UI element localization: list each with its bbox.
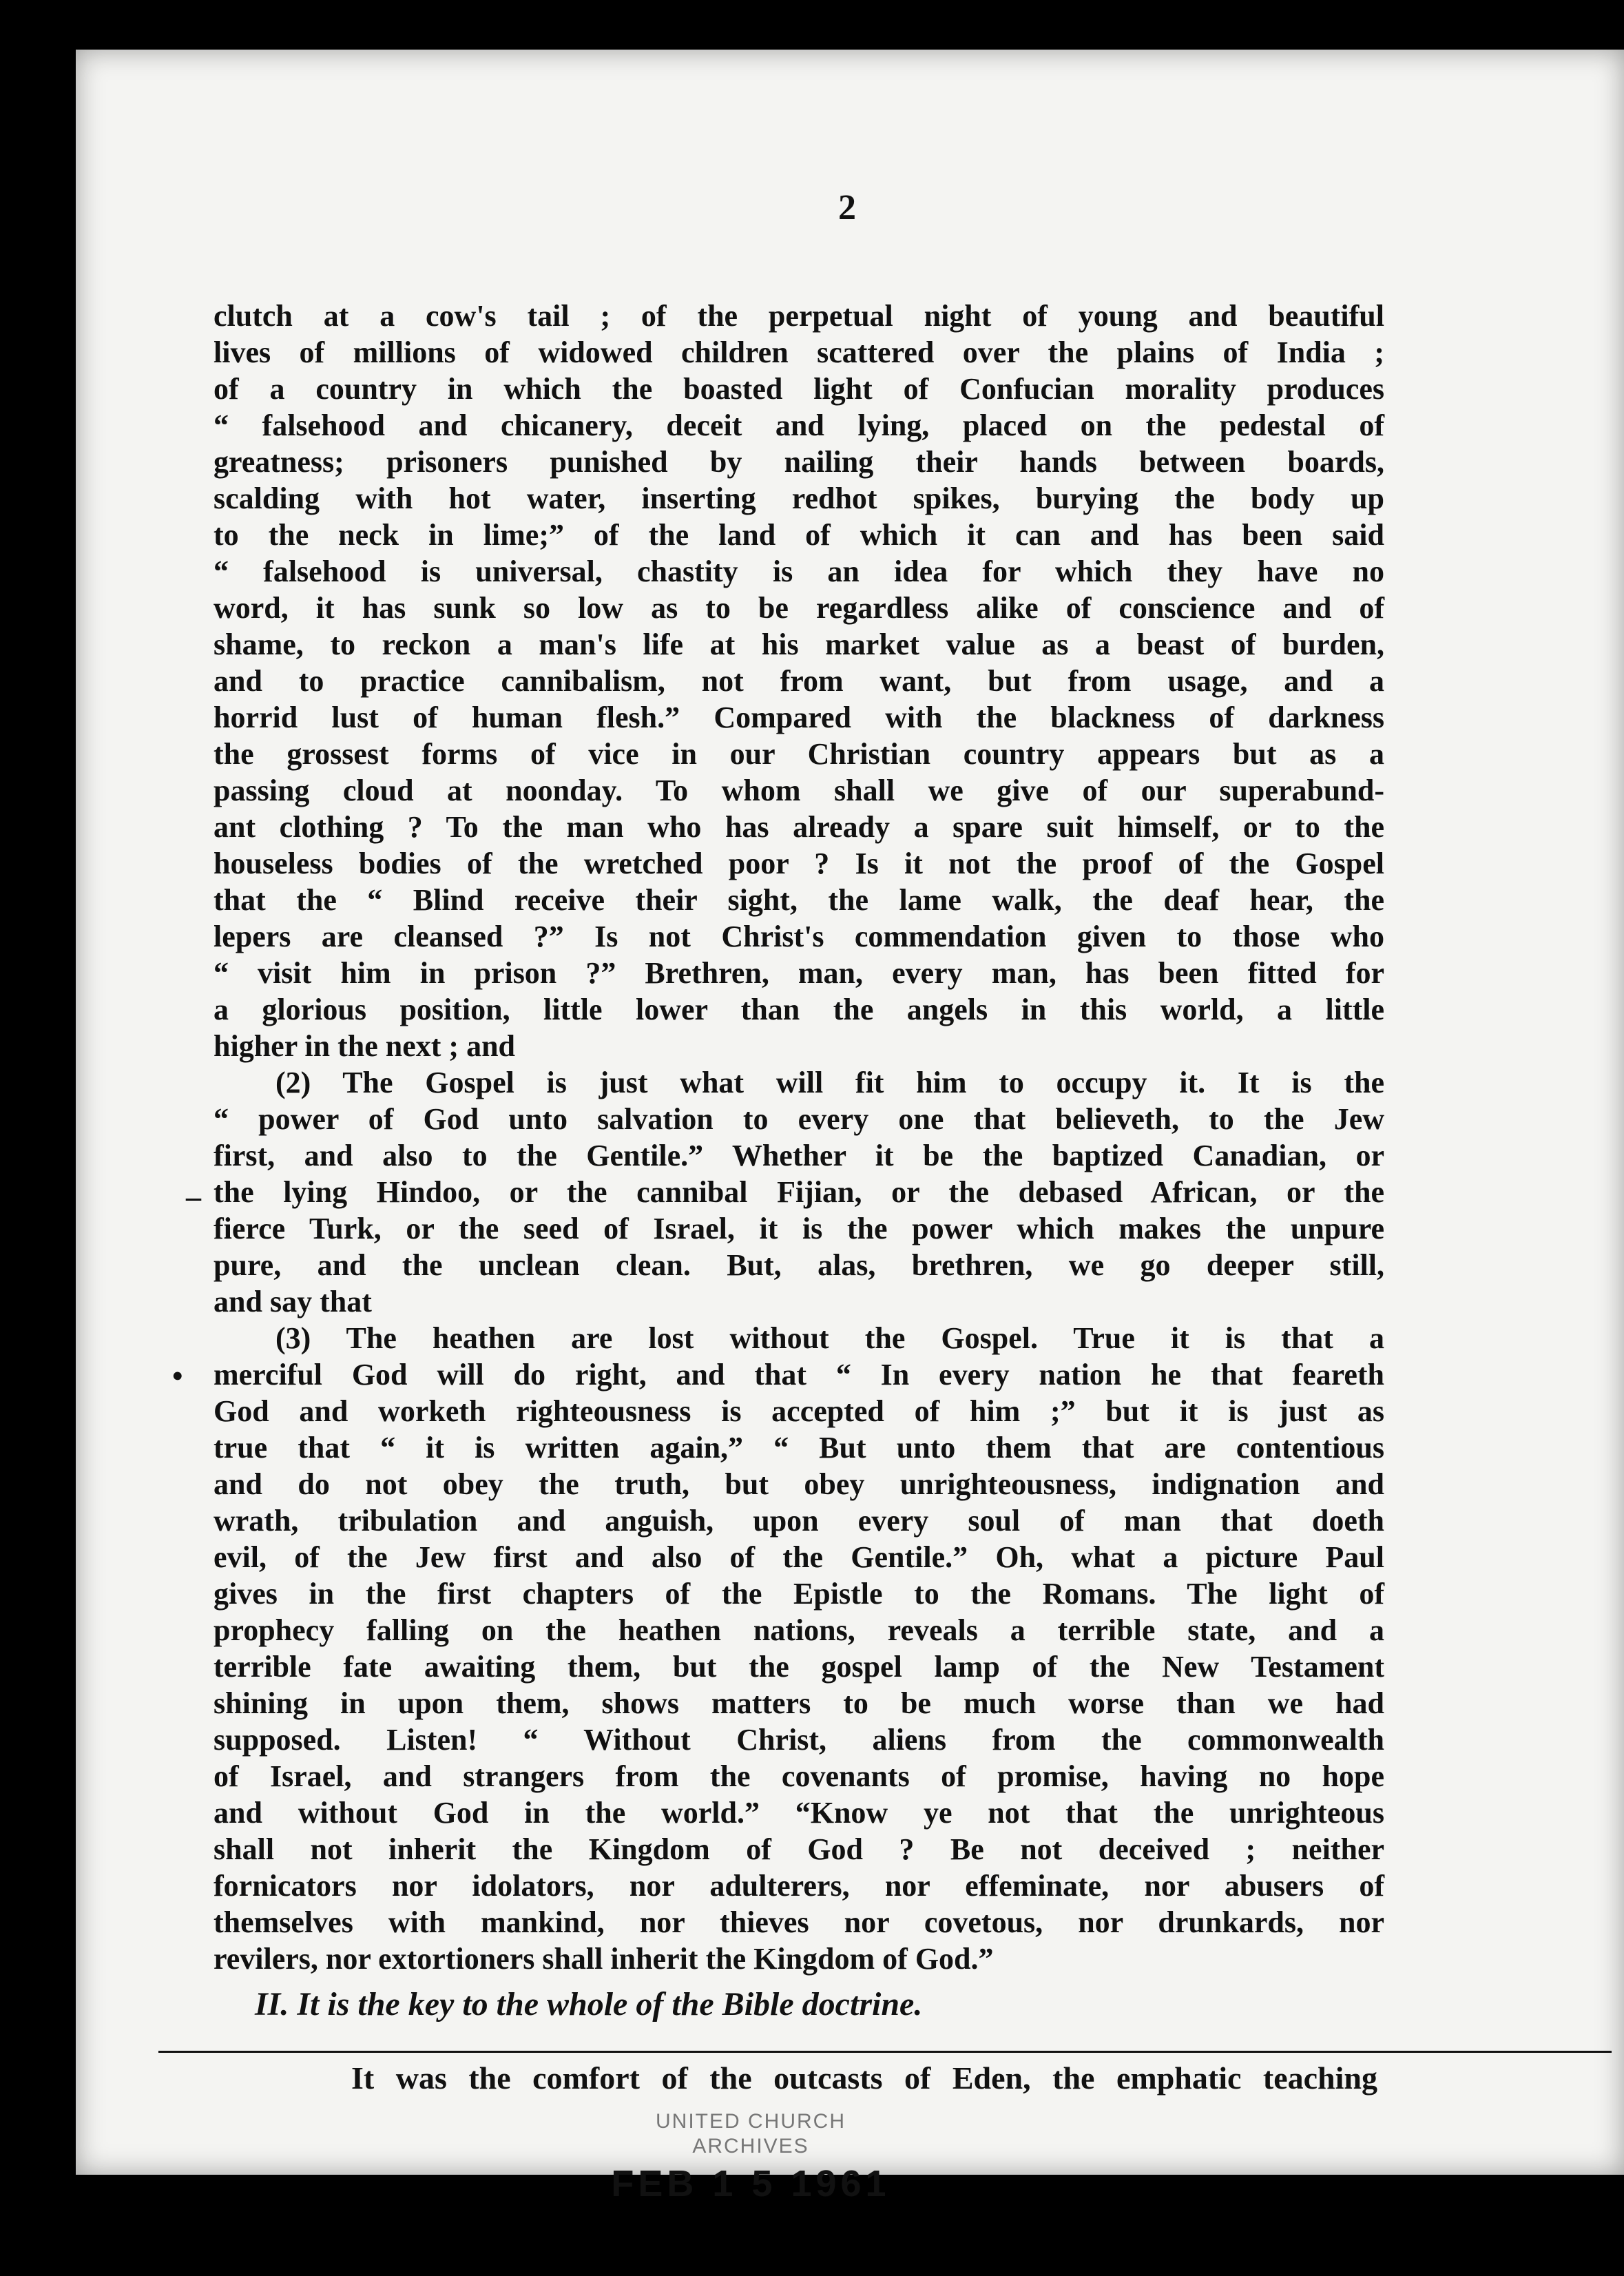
text-line: and to practice cannibalism, not from want, but from usage, and a <box>214 664 1384 698</box>
text-line: the grossest forms of vice in our Christian country appears but as a <box>214 737 1384 771</box>
text-line: to the neck in lime;” of the land of which it can and has been said <box>214 518 1384 552</box>
stamp-date: FEB 1 5 1961 <box>611 2163 891 2204</box>
text-line: of Israel, and strangers from the covenants of promise, having no hope <box>214 1759 1384 1793</box>
text-line: horrid lust of human flesh.” Compared with the blackness of darkness <box>214 701 1384 734</box>
text-line: and without God in the world.” “Know ye not that the unrighteous <box>214 1796 1384 1830</box>
text-line: and say that <box>214 1285 372 1318</box>
text-line: (3) The heathen are lost without the Gospel. True it is that a <box>275 1321 1384 1355</box>
margin-ink-mark: • <box>163 1359 193 1393</box>
text-line: wrath, tribulation and anguish, upon every soul of man that doeth <box>214 1504 1384 1538</box>
text-line: that the “ Blind receive their sight, the lame walk, the deaf hear, the <box>214 883 1384 917</box>
body-text <box>214 298 1384 2029</box>
text-line: themselves with mankind, nor thieves nor covetous, nor drunkards, nor <box>214 1905 1384 1939</box>
stamp-line-2: ARCHIVES <box>692 2135 809 2158</box>
text-line: word, it has sunk so low as to be regardless alike of conscience and of <box>214 591 1384 625</box>
text-line: terrible fate awaiting them, but the gospel lamp of the New Testament <box>214 1650 1384 1684</box>
stamp-line-1: UNITED CHURCH <box>656 2110 846 2133</box>
text-line: (2) The Gospel is just what will fit him to occupy it. It is the <box>275 1066 1384 1099</box>
text-line: shining in upon them, shows matters to be much worse than we had <box>214 1686 1384 1720</box>
text-line: prophecy falling on the heathen nations, reveals a terrible state, and a <box>214 1613 1384 1647</box>
text-line: true that “ it is written again,” “ But unto them that are contentious <box>214 1431 1384 1465</box>
archive-stamp <box>558 2109 944 2206</box>
text-line: evil, of the Jew first and also of the Gentile.” Oh, what a picture Paul <box>214 1540 1384 1574</box>
text-line: revilers, nor extortioners shall inherit the Kingdom of God.” <box>214 1942 994 1976</box>
text-line: the lying Hindoo, or the cannibal Fijian, or the debased African, or the <box>214 1175 1384 1209</box>
text-line: scalding with hot water, inserting redhot spikes, burying the body up <box>214 482 1384 515</box>
document-page <box>76 50 1624 2204</box>
text-line: lives of millions of widowed children scattered over the plains of India ; <box>214 335 1384 369</box>
text-line: “ visit him in prison ?” Brethren, man, every man, has been fitted for <box>214 956 1384 990</box>
section-heading: II. It is the key to the whole of the Bible doctrine. <box>255 1986 923 2022</box>
margin-dash-mark: – <box>186 1180 201 1214</box>
text-line: of a country in which the boasted light of Confucian morality produces <box>214 372 1384 406</box>
text-line: “ falsehood is universal, chastity is an idea for which they have no <box>214 555 1384 588</box>
text-line: merciful God will do right, and that “ In every nation he that feareth <box>214 1358 1384 1392</box>
text-line: supposed. Listen! “ Without Christ, aliens from the commonwealth <box>214 1723 1384 1757</box>
text-line: higher in the next ; and <box>214 1029 516 1063</box>
text-line: lepers are cleansed ?” Is not Christ's commendation given to those who <box>214 920 1384 953</box>
text-line: shall not inherit the Kingdom of God ? Be not deceived ; neither <box>214 1832 1384 1866</box>
final-text-line: It was the comfort of the outcasts of Eden, the emphatic teaching <box>351 2060 1377 2096</box>
text-line: clutch at a cow's tail ; of the perpetual night of young and beautiful <box>214 299 1384 333</box>
text-line: houseless bodies of the wretched poor ? Is it not the proof of the Gospel <box>214 847 1384 880</box>
text-line: “ falsehood and chicanery, deceit and lying, placed on the pedestal of <box>214 408 1384 442</box>
text-line: greatness; prisoners punished by nailing their hands between boards, <box>214 445 1384 479</box>
text-line: ant clothing ? To the man who has already a spare suit himself, or to the <box>214 810 1384 844</box>
horizontal-rule <box>158 2051 1612 2053</box>
text-line: gives in the first chapters of the Epistle to the Romans. The light of <box>214 1577 1384 1611</box>
text-line: fierce Turk, or the seed of Israel, it is the power which makes the unpure <box>214 1212 1384 1245</box>
text-line: fornicators nor idolators, nor adulterers, nor effeminate, nor abusers of <box>214 1869 1384 1903</box>
text-line: shame, to reckon a man's life at his market value as a beast of burden, <box>214 628 1384 661</box>
text-line: pure, and the unclean clean. But, alas, brethren, we go deeper still, <box>214 1248 1384 1282</box>
text-line: God and worketh righteousness is accepted of him ;” but it is just as <box>214 1394 1384 1428</box>
text-line: a glorious position, little lower than the angels in this world, a little <box>214 993 1384 1026</box>
text-line: and do not obey the truth, but obey unrighteousness, indignation and <box>214 1467 1384 1501</box>
page-number: 2 <box>838 188 856 227</box>
text-line: “ power of God unto salvation to every one that believeth, to the Jew <box>214 1102 1384 1136</box>
text-line: first, and also to the Gentile.” Whether it be the baptized Canadian, or <box>214 1139 1384 1172</box>
text-line: passing cloud at noonday. To whom shall we give of our superabund- <box>214 774 1384 807</box>
